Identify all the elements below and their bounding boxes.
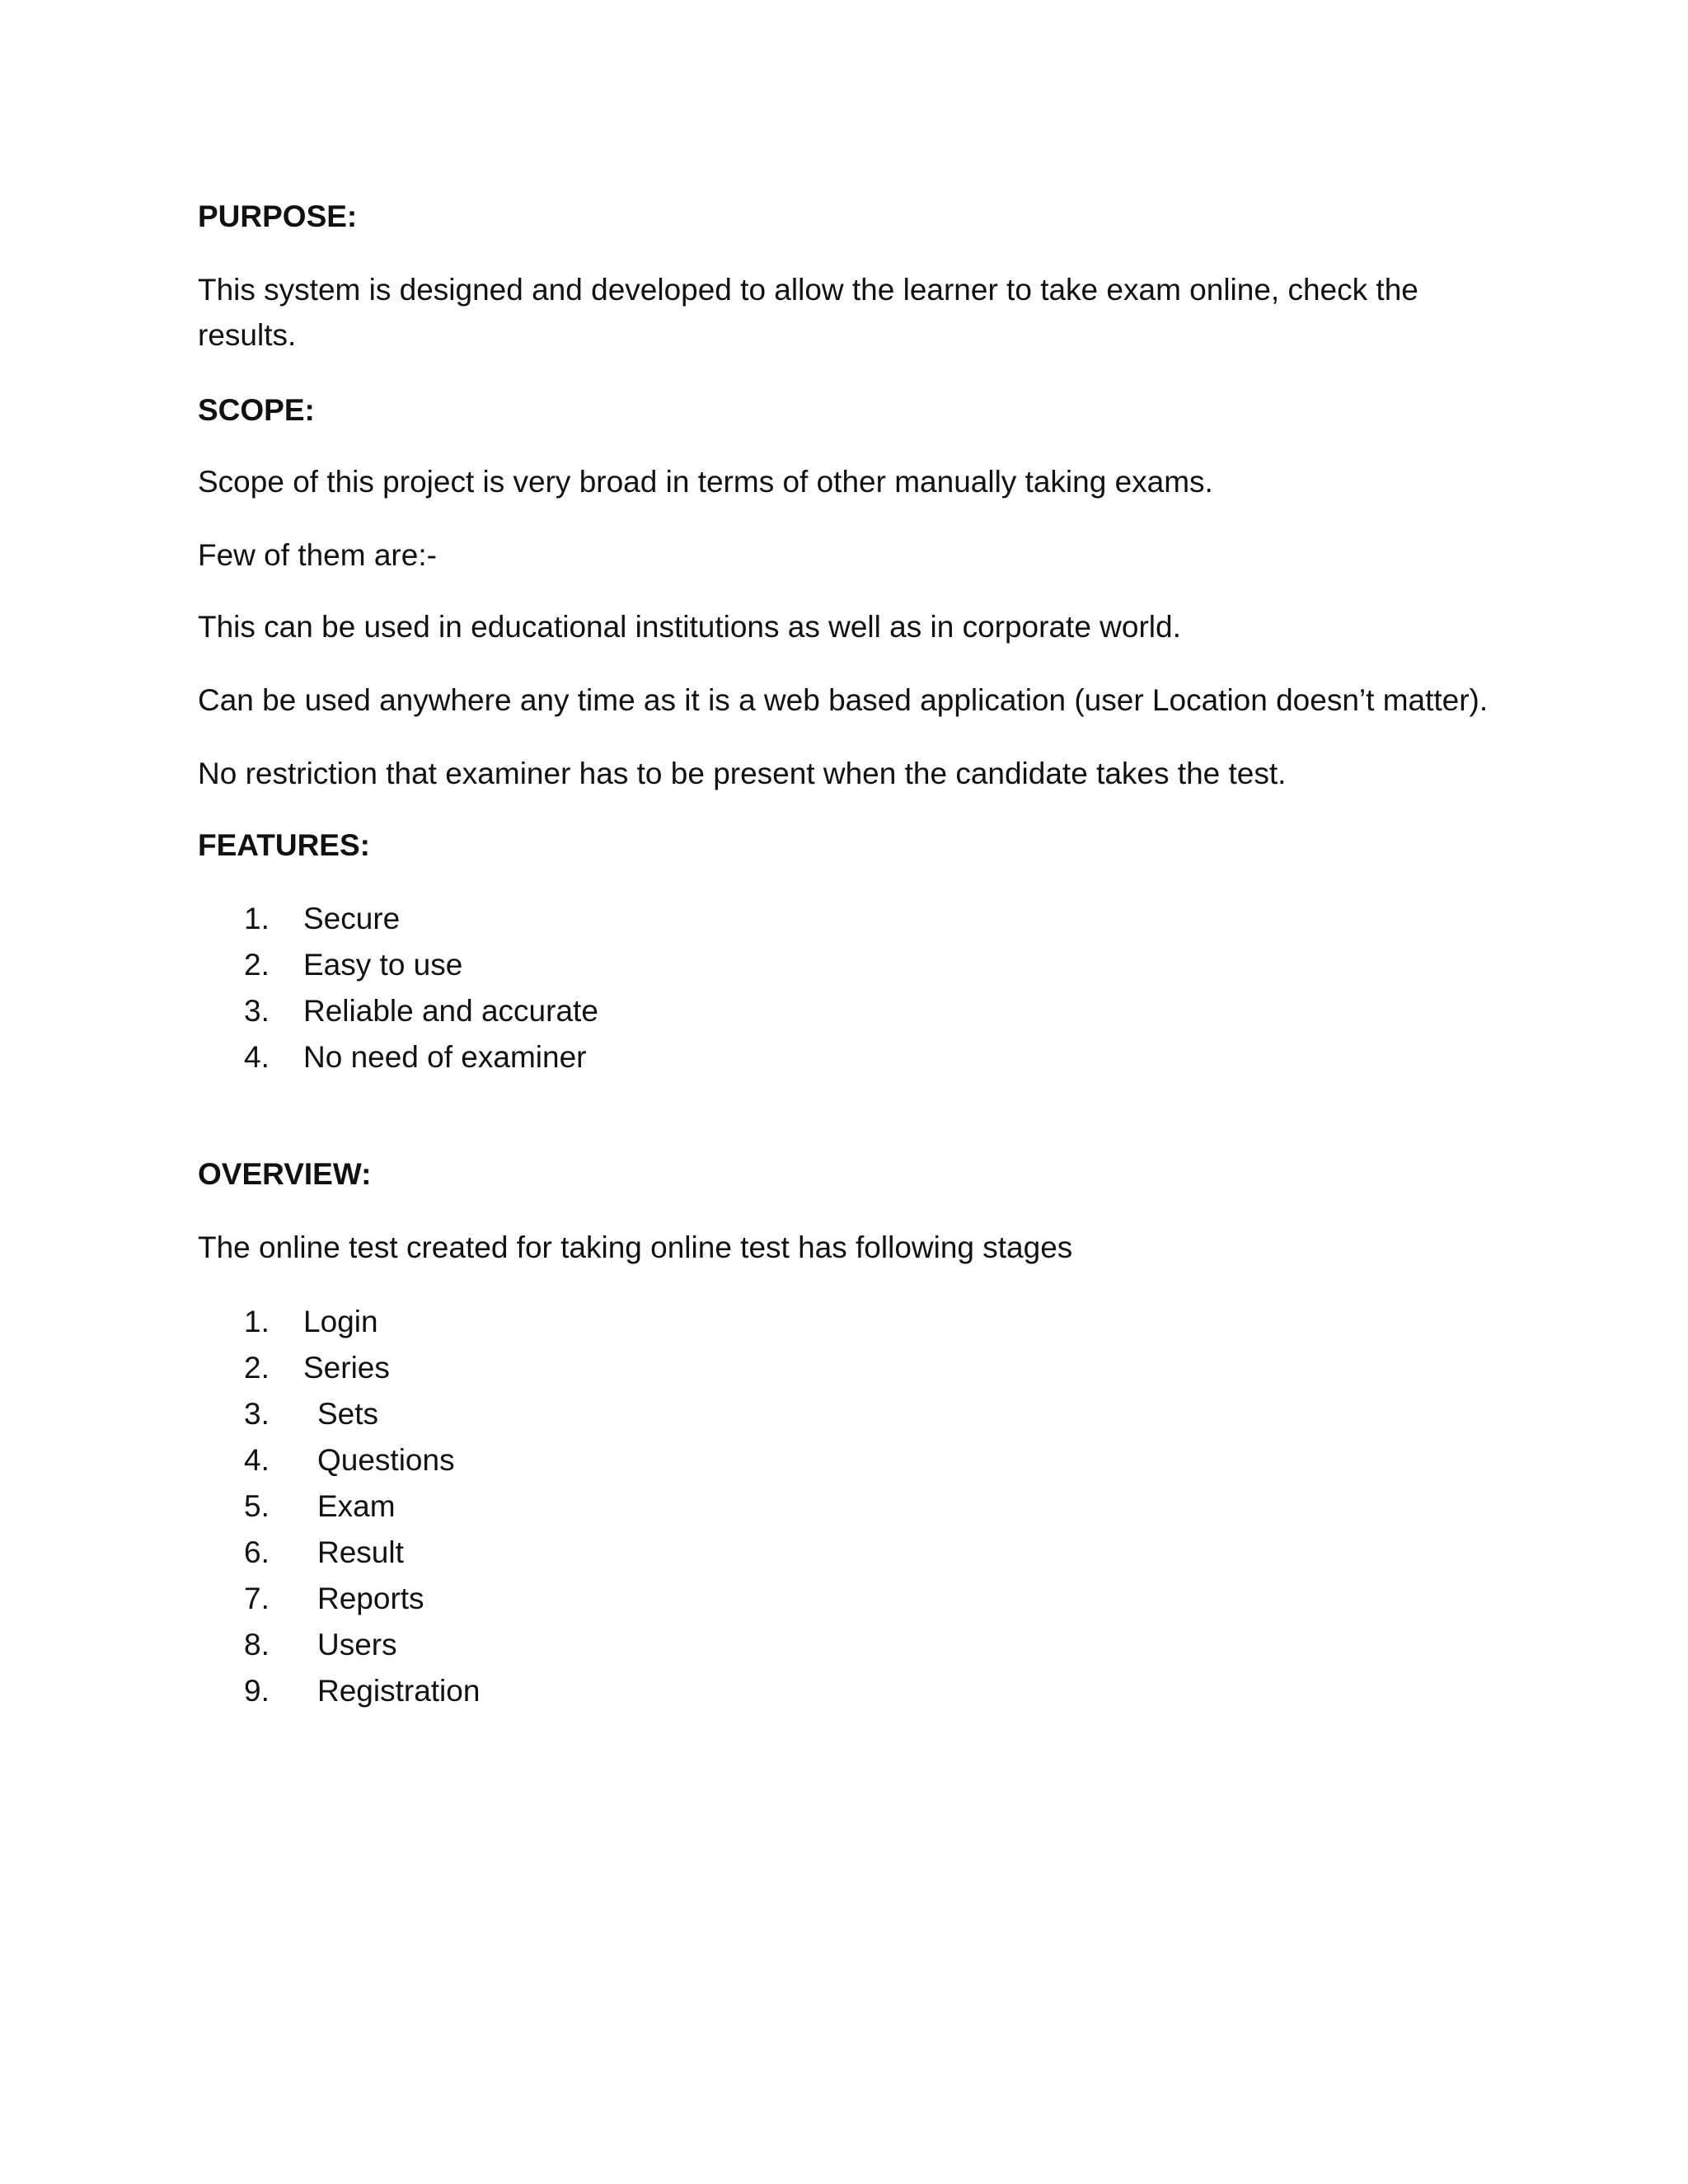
scope-paragraph: Scope of this project is very broad in terms of other manually taking exams. — [198, 465, 1213, 499]
scope-paragraph: No restriction that examiner has to be present when the candidate takes the test. — [198, 757, 1287, 790]
list-number: 2. — [244, 1351, 270, 1385]
features-list — [244, 896, 598, 1080]
list-text: No need of examiner — [303, 1040, 587, 1074]
list-number: 1. — [244, 902, 270, 935]
list-number: 5. — [244, 1489, 270, 1523]
list-item — [244, 1483, 480, 1530]
list-text: Users — [317, 1628, 397, 1661]
scope-heading: SCOPE: — [198, 393, 315, 427]
scope-paragraph: Can be used anywhere any time as it is a web based application (user Location doesn’t matter). — [198, 683, 1489, 717]
list-number: 3. — [244, 1397, 270, 1431]
list-text: Registration — [317, 1674, 481, 1708]
list-item — [244, 942, 598, 988]
list-number: 8. — [244, 1628, 270, 1661]
list-item — [244, 988, 598, 1034]
scope-paragraph: This can be used in educational institutions as well as in corporate world. — [198, 610, 1181, 644]
list-item — [244, 1576, 480, 1622]
list-item — [244, 1668, 480, 1714]
list-number: 4. — [244, 1040, 270, 1074]
list-item — [244, 1437, 480, 1483]
purpose-heading: PURPOSE: — [198, 199, 358, 233]
list-item — [244, 1391, 480, 1437]
list-number: 4. — [244, 1443, 270, 1477]
overview-paragraph: The online test created for taking online test has following stages — [198, 1230, 1073, 1264]
list-item — [244, 1299, 480, 1345]
list-text: Secure — [303, 902, 401, 935]
list-text: Reliable and accurate — [303, 994, 598, 1028]
list-item — [244, 1034, 598, 1080]
overview-stages-list — [244, 1299, 480, 1714]
list-text: Exam — [317, 1489, 396, 1523]
list-item — [244, 1345, 480, 1391]
list-number: 2. — [244, 948, 270, 982]
scope-paragraph: Few of them are:- — [198, 538, 437, 572]
list-text: Easy to use — [303, 948, 463, 982]
list-text: Result — [317, 1535, 404, 1569]
list-number: 1. — [244, 1305, 270, 1338]
list-number: 3. — [244, 994, 270, 1028]
list-text: Series — [303, 1351, 390, 1385]
list-text: Questions — [317, 1443, 455, 1477]
list-number: 9. — [244, 1674, 270, 1708]
list-text: Sets — [317, 1397, 379, 1431]
list-text: Reports — [317, 1582, 424, 1615]
overview-heading: OVERVIEW: — [198, 1157, 372, 1191]
features-heading: FEATURES: — [198, 828, 370, 862]
list-item — [244, 896, 598, 942]
list-text: Login — [303, 1305, 378, 1338]
list-number: 6. — [244, 1535, 270, 1569]
list-number: 7. — [244, 1582, 270, 1615]
list-item — [244, 1622, 480, 1668]
purpose-paragraph: This system is designed and developed to allow the learner to take exam online, check the results. — [198, 273, 1418, 352]
list-item — [244, 1530, 480, 1576]
